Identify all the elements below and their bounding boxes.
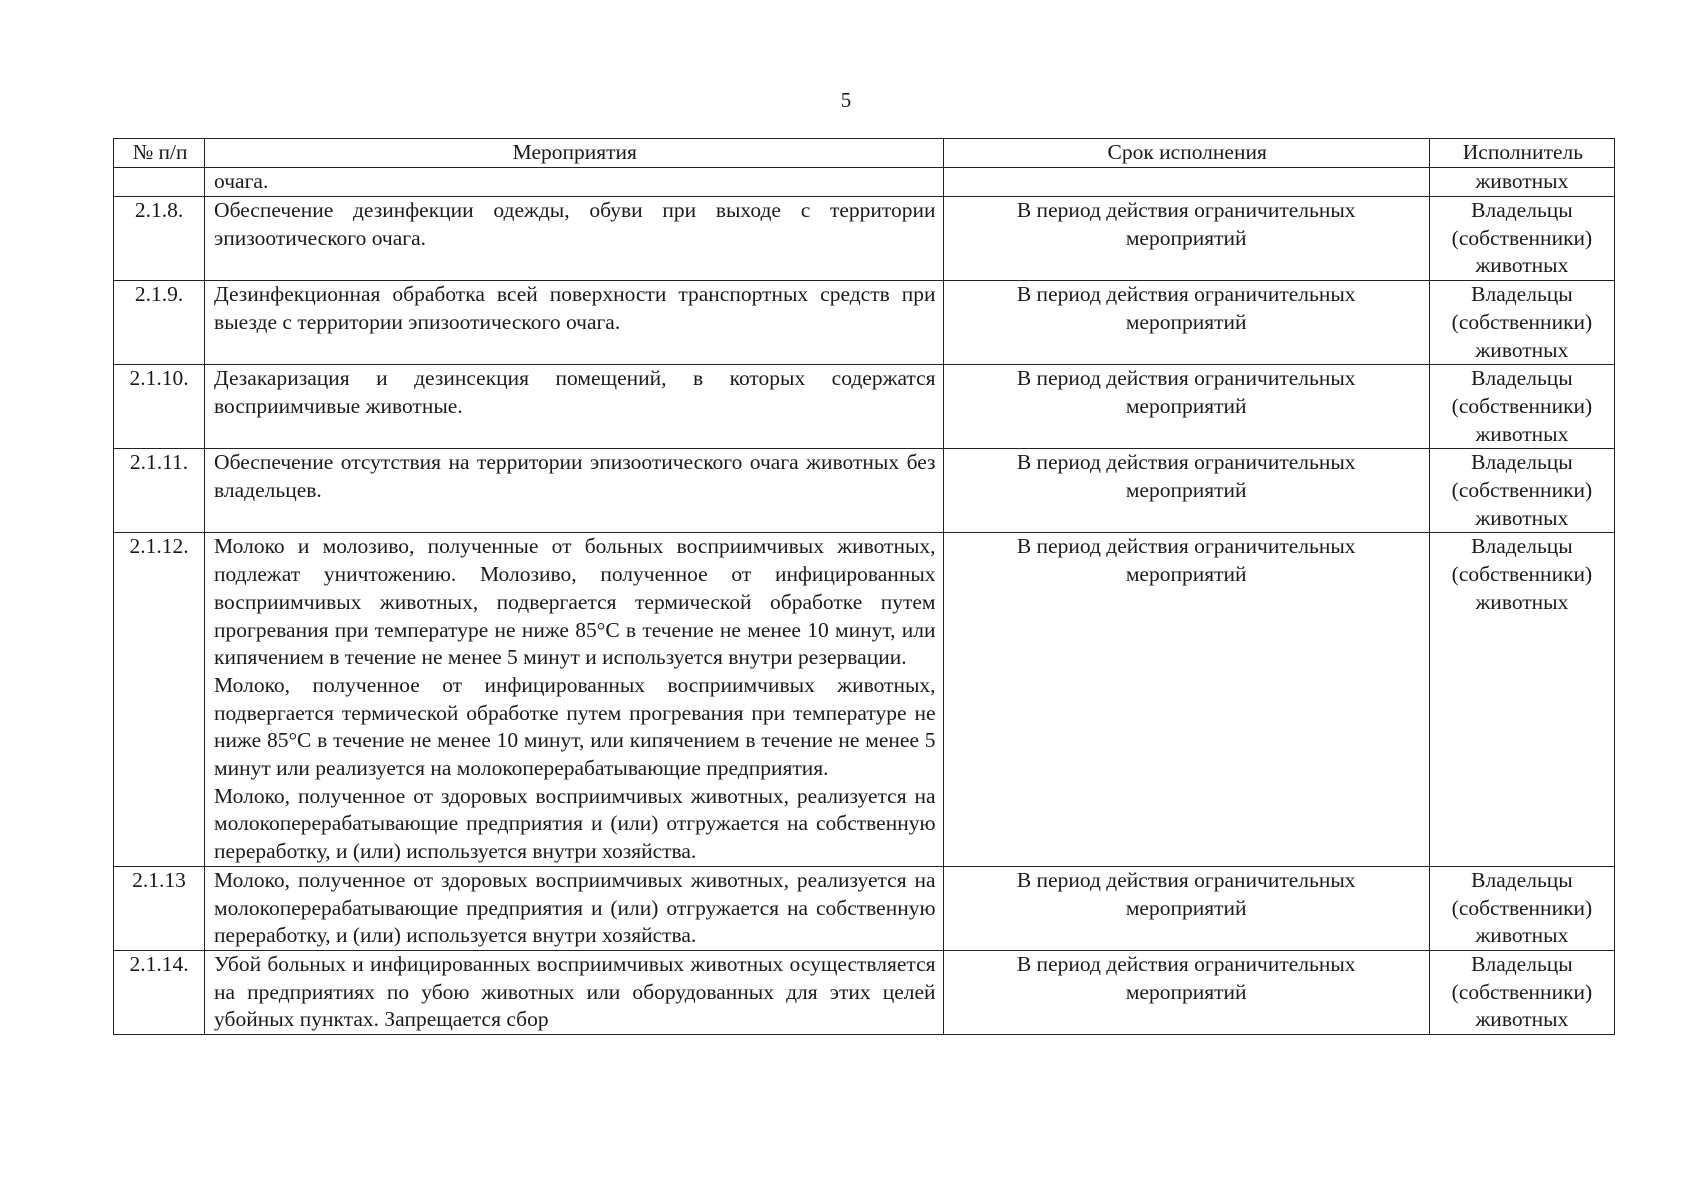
cell-action	[205, 950, 943, 1034]
cell-action: очага.	[205, 168, 943, 197]
cell-action	[205, 281, 943, 365]
cell-term: В период действия ограничительных мероприятий	[943, 533, 1429, 866]
cell-action	[205, 533, 943, 866]
cell-term: В период действия ограничительных мероприятий	[943, 449, 1429, 533]
table-row	[114, 449, 1615, 533]
cell-executor: Владельцы (собственники) животных	[1429, 449, 1614, 533]
cell-term: В период действия ограничительных мероприятий	[943, 197, 1429, 281]
cell-term: В период действия ограничительных мероприятий	[943, 866, 1429, 950]
action-paragraph: Молоко, полученное от здоровых восприимчивых животных, реализуется на молокоперерабатывающие предприятия и (или) отгружается на собственную переработку, и (или) используется внутри хозяйства.	[214, 867, 936, 948]
measures-table	[113, 138, 1615, 1035]
action-paragraph: Обеспечение отсутствия на территории эпизоотического очага животных без владельцев.	[214, 450, 936, 503]
cell-term	[943, 168, 1429, 197]
cell-action	[205, 365, 943, 449]
table-row-continuation	[114, 168, 1615, 197]
cell-num: 2.1.11.	[114, 449, 205, 533]
cell-num: 2.1.14.	[114, 950, 205, 1034]
cell-action	[205, 449, 943, 533]
action-paragraph: Обеспечение дезинфекции одежды, обуви при выходе с территории эпизоотического очага.	[214, 198, 936, 250]
header-term: Срок исполнения	[943, 139, 1429, 168]
cell-executor: Владельцы (собственники) животных	[1429, 197, 1614, 281]
cell-executor: Владельцы (собственники) животных	[1429, 281, 1614, 365]
header-num: № п/п	[114, 139, 205, 168]
header-executor: Исполнитель	[1429, 139, 1614, 168]
header-action: Мероприятия	[205, 139, 943, 168]
cell-num: 2.1.10.	[114, 365, 205, 449]
action-paragraph: Молоко, полученное от инфицированных восприимчивых животных, подвергается термической обработке путем прогревания при температуре не ниже 85°С в течение не менее 10 минут, или кипячением в течение не менее 5 минут или реализуется на молокоперерабатывающие предприятия.	[214, 672, 936, 781]
cell-num	[114, 168, 205, 197]
cell-term: В период действия ограничительных мероприятий	[943, 950, 1429, 1034]
table-row	[114, 533, 1615, 866]
table-header-row	[114, 139, 1615, 168]
cell-num: 2.1.12.	[114, 533, 205, 866]
cell-action	[205, 866, 943, 950]
action-paragraph: Молоко и молозиво, полученные от больных восприимчивых животных, подлежат уничтожению. Молозиво, полученное от инфицированных восприимчивых животных, подвергается термической обработке путем прогревания при температуре не ниже 85°С в течение не менее 10 минут, или кипячением в течение не менее 5 минут и используется внутри резервации.	[214, 534, 936, 670]
cell-executor: животных	[1429, 168, 1614, 197]
cell-num: 2.1.13	[114, 866, 205, 950]
table-row	[114, 950, 1615, 1034]
action-paragraph: Убой больных и инфицированных восприимчивых животных осуществляется на предприятиях по убою животных или оборудованных для этих целей убойных пунктах. Запрещается сбор	[214, 951, 936, 1032]
table-row	[114, 866, 1615, 950]
table-row	[114, 281, 1615, 365]
cell-action	[205, 197, 943, 281]
action-paragraph: Дезакаризация и дезинсекция помещений, в которых содержатся восприимчивые животные.	[214, 366, 936, 418]
page-number: 5	[840, 88, 852, 112]
cell-executor: Владельцы (собственники) животных	[1429, 866, 1614, 950]
cell-term: В период действия ограничительных мероприятий	[943, 281, 1429, 365]
action-paragraph: Молоко, полученное от здоровых восприимчивых животных, реализуется на молокоперерабатывающие предприятия и (или) отгружается на собственную переработку, и (или) используется внутри хозяйства.	[214, 783, 936, 864]
table-row	[114, 197, 1615, 281]
cell-num: 2.1.9.	[114, 281, 205, 365]
cell-executor: Владельцы (собственники) животных	[1429, 533, 1614, 866]
cell-executor: Владельцы (собственники) животных	[1429, 950, 1614, 1034]
table-row	[114, 365, 1615, 449]
cell-term: В период действия ограничительных мероприятий	[943, 365, 1429, 449]
table-body	[114, 168, 1615, 1035]
cell-num: 2.1.8.	[114, 197, 205, 281]
cell-executor: Владельцы (собственники) животных	[1429, 365, 1614, 449]
action-paragraph: Дезинфекционная обработка всей поверхности транспортных средств при выезде с территории эпизоотического очага.	[214, 282, 936, 334]
